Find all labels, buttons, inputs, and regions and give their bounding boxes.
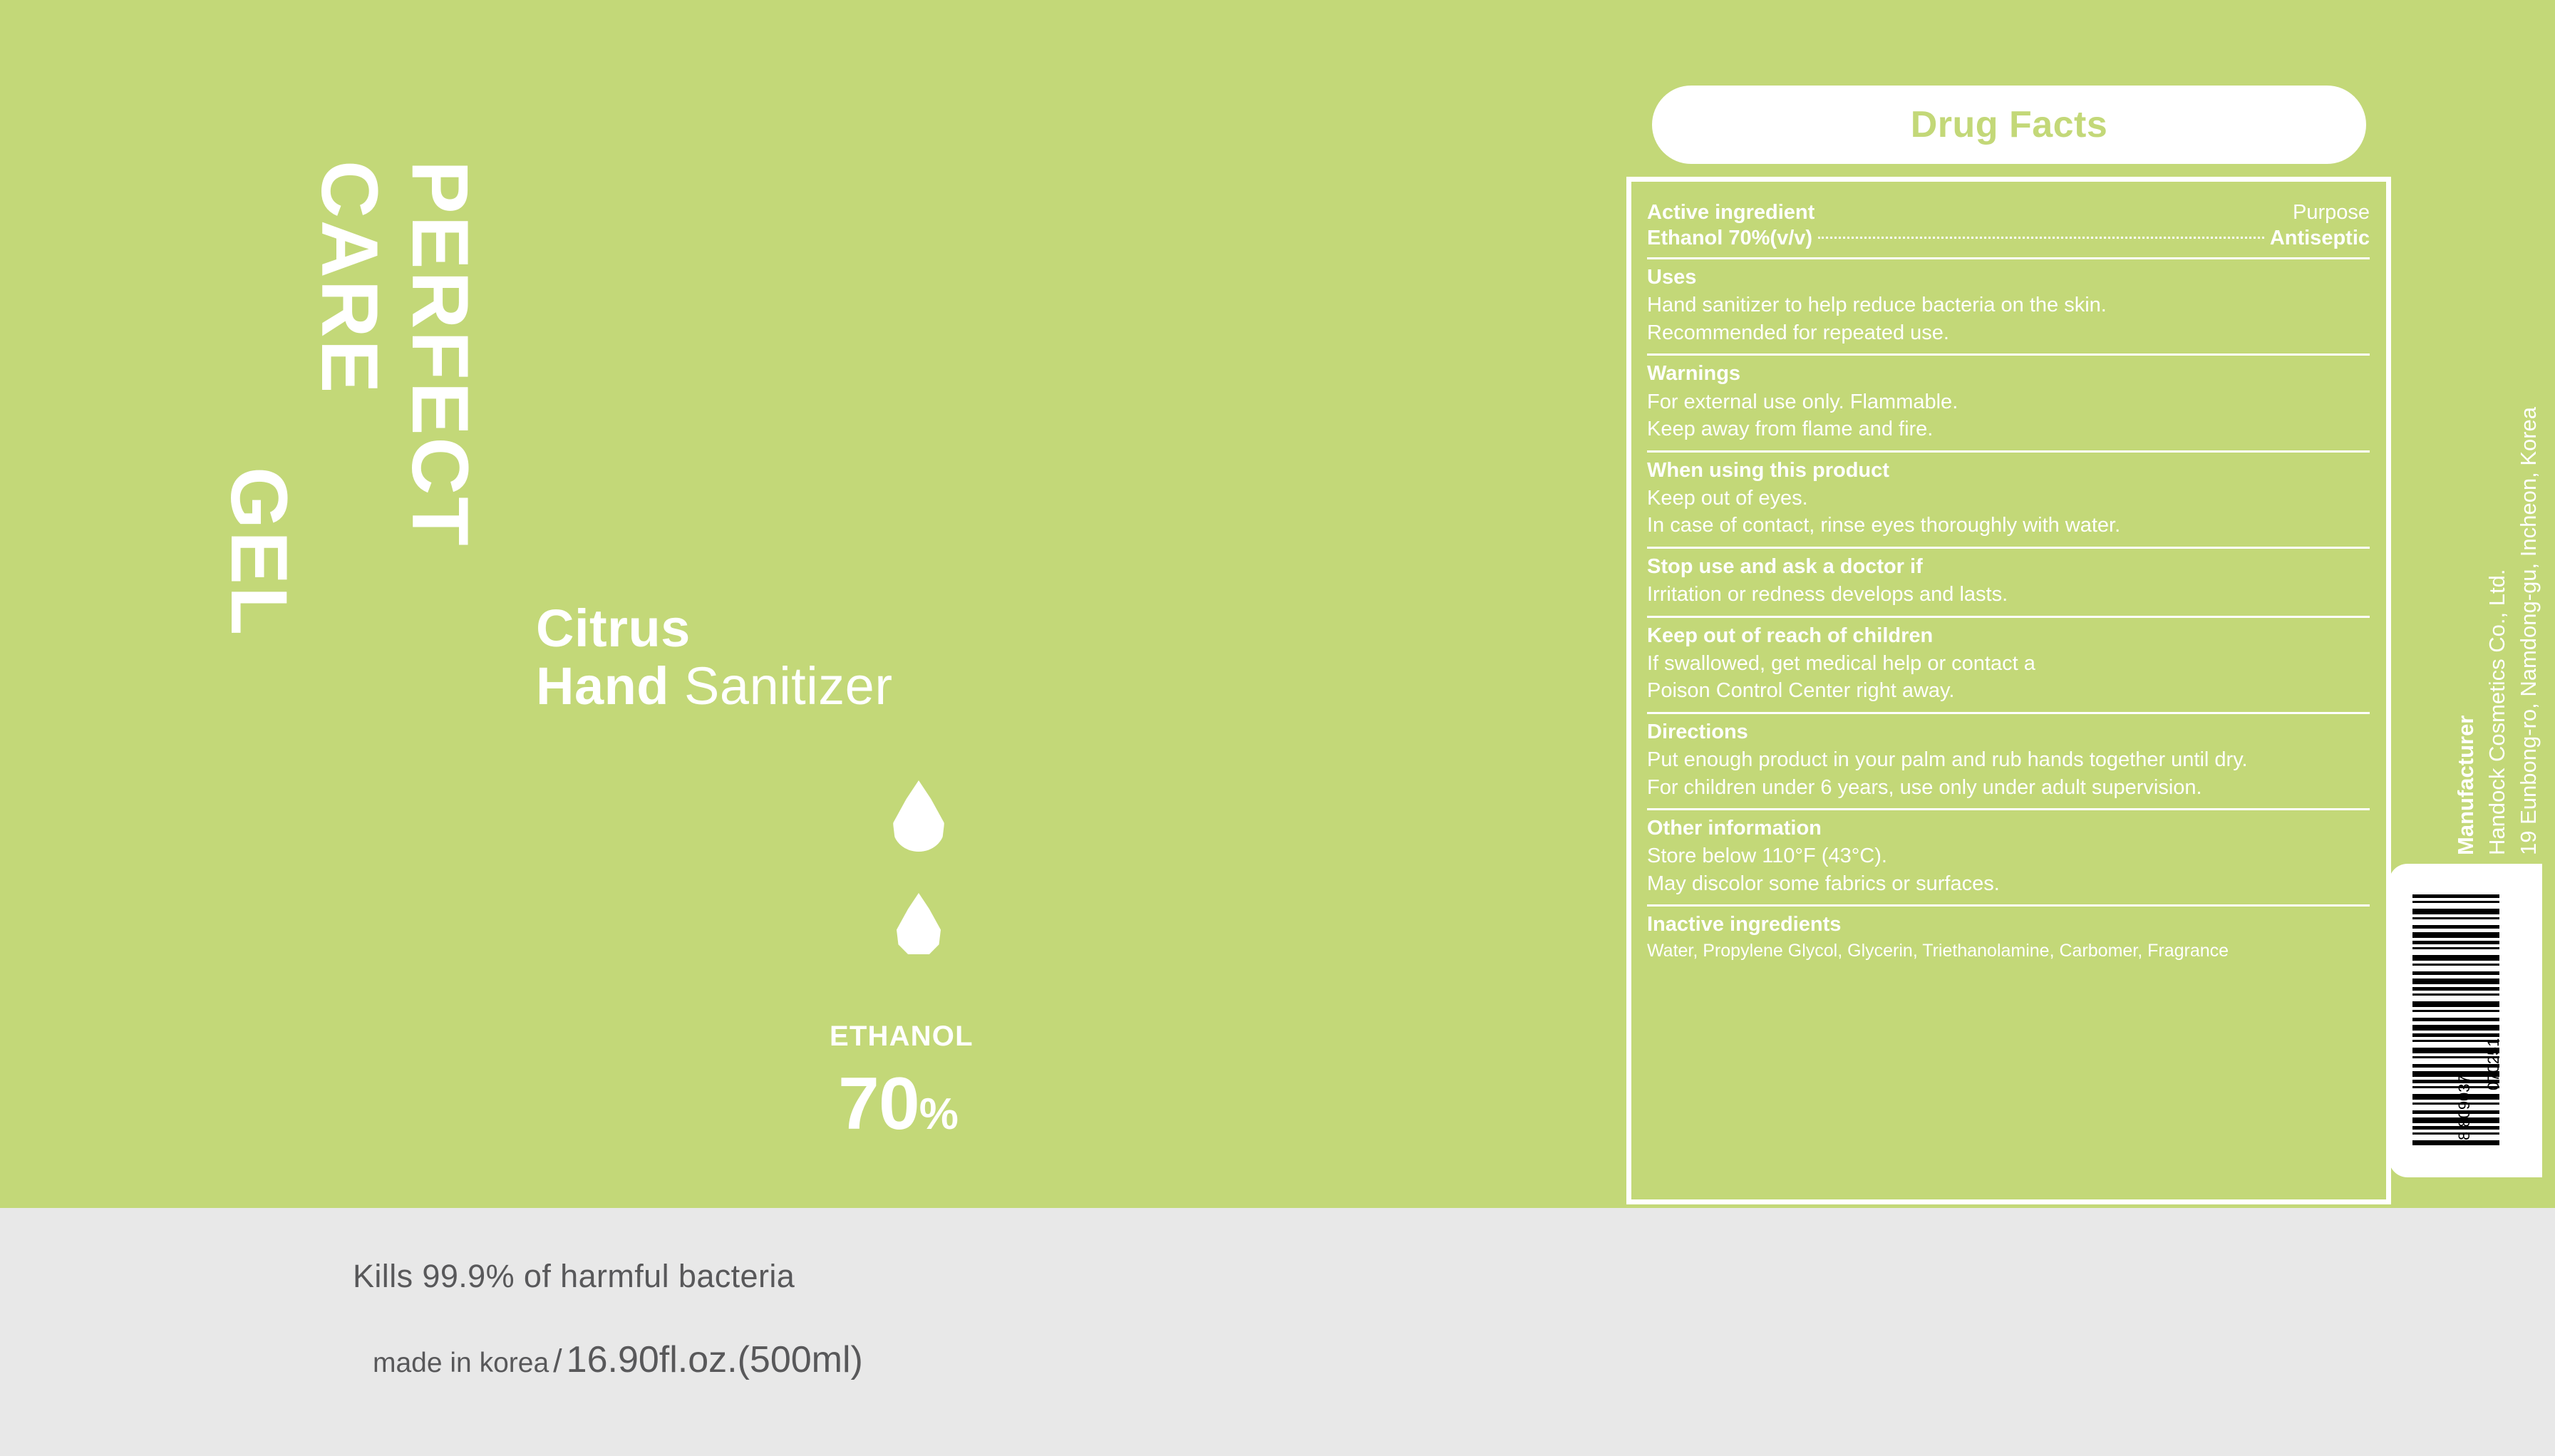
footer-origin-volume <box>373 1338 863 1381</box>
manufacturer-address: 19 Eunbong-ro, Namdong-gu, Incheon, Korea <box>2516 406 2541 855</box>
fact-title: Other information <box>1647 817 1822 840</box>
fact-line: May discolor some fabrics or surfaces. <box>1647 872 2000 895</box>
footer-separator: / <box>553 1343 562 1379</box>
ethanol-percentage <box>838 1062 958 1147</box>
fact-section-directions <box>1647 714 2370 810</box>
barcode-left-digits: 8 809037 <box>2455 1075 2474 1140</box>
fact-line: Hand sanitizer to help reduce bacteria on the skin. <box>1647 294 2107 317</box>
fact-section-other-information <box>1647 810 2370 907</box>
fact-line: In case of contact, rinse eyes thoroughly with water. <box>1647 514 2121 537</box>
fact-line: If swallowed, get medical help or contact a <box>1647 651 2035 675</box>
brand-line-care: CARE <box>305 160 394 396</box>
fact-line: For external use only. Flammable. <box>1647 390 1958 413</box>
fact-section-active-ingredient <box>1647 195 2370 259</box>
fact-section-when-using <box>1647 453 2370 549</box>
fact-line: Store below 110°F (43°C). <box>1647 845 1887 868</box>
fact-section-uses <box>1647 259 2370 356</box>
footer-claim: Kills 99.9% of harmful bacteria <box>353 1258 795 1294</box>
brand-line-gel: GEL <box>215 467 304 638</box>
active-ingredient-name: Ethanol 70%(v/v) <box>1647 227 1813 250</box>
drug-facts-header <box>1652 86 2366 164</box>
product-type <box>536 655 892 717</box>
leader-dots <box>1818 237 2264 239</box>
fact-title: Directions <box>1647 720 1748 743</box>
active-ingredient-purpose: Antiseptic <box>2269 227 2370 250</box>
product-name <box>536 599 893 717</box>
footer-origin: made in korea <box>373 1348 549 1378</box>
fact-line: Poison Control Center right away. <box>1647 679 1955 703</box>
drug-facts-box <box>1626 177 2391 1204</box>
active-ingredient-row <box>1647 227 2370 250</box>
manufacturer-block <box>2423 242 2541 884</box>
manufacturer-label: Manufacturer <box>2453 715 2478 855</box>
fact-section-keep-out-of-reach <box>1647 618 2370 714</box>
ethanol-percent-number: 70 <box>838 1063 919 1145</box>
footer-volume: 16.90fl.oz.(500ml) <box>566 1339 863 1380</box>
fact-title: Uses <box>1647 266 1697 289</box>
fact-line: Keep away from flame and fire. <box>1647 418 1934 441</box>
percent-symbol: % <box>919 1090 958 1139</box>
fact-section-inactive-ingredients <box>1647 907 2370 969</box>
product-type-rest: Sanitizer <box>669 656 893 716</box>
fact-title: Warnings <box>1647 362 1741 386</box>
active-ingredient-header-row <box>1647 199 2370 227</box>
fact-line: Put enough product in your palm and rub hands together until dry. <box>1647 748 2248 772</box>
fact-title: When using this product <box>1647 458 1889 482</box>
barcode-right-digits: 070251 <box>2484 1038 2502 1090</box>
product-type-bold: Hand <box>536 656 669 716</box>
fact-section-stop-use <box>1647 549 2370 618</box>
fact-line: Keep out of eyes. <box>1647 486 1808 510</box>
product-variant: Citrus <box>536 599 691 658</box>
fact-title: Inactive ingredients <box>1647 913 1842 936</box>
fact-line: Water, Propylene Glycol, Glycerin, Triethanolamine, Carbomer, Fragrance <box>1647 940 2229 961</box>
drug-facts-title: Drug Facts <box>1910 104 2108 145</box>
fact-line: Recommended for repeated use. <box>1647 321 1949 344</box>
ethanol-label: ETHANOL <box>830 1021 974 1052</box>
drug-facts-content <box>1647 195 2370 970</box>
brand-line-perfect: PERFECT <box>396 160 485 548</box>
brand-lockup <box>215 160 492 723</box>
footer-strip <box>0 1208 2555 1456</box>
fact-section-warnings <box>1647 356 2370 452</box>
fact-title: Keep out of reach of children <box>1647 624 1934 647</box>
active-ingredient-title: Active ingredient <box>1647 201 1815 224</box>
fact-title: Stop use and ask a doctor if <box>1647 554 1923 578</box>
fact-line: Irritation or redness develops and lasts. <box>1647 583 2008 606</box>
purpose-title: Purpose <box>2292 201 2370 224</box>
manufacturer-company: Handock Cosmetics Co., Ltd. <box>2484 569 2509 855</box>
fact-line: For children under 6 years, use only under adult supervision. <box>1647 775 2202 799</box>
